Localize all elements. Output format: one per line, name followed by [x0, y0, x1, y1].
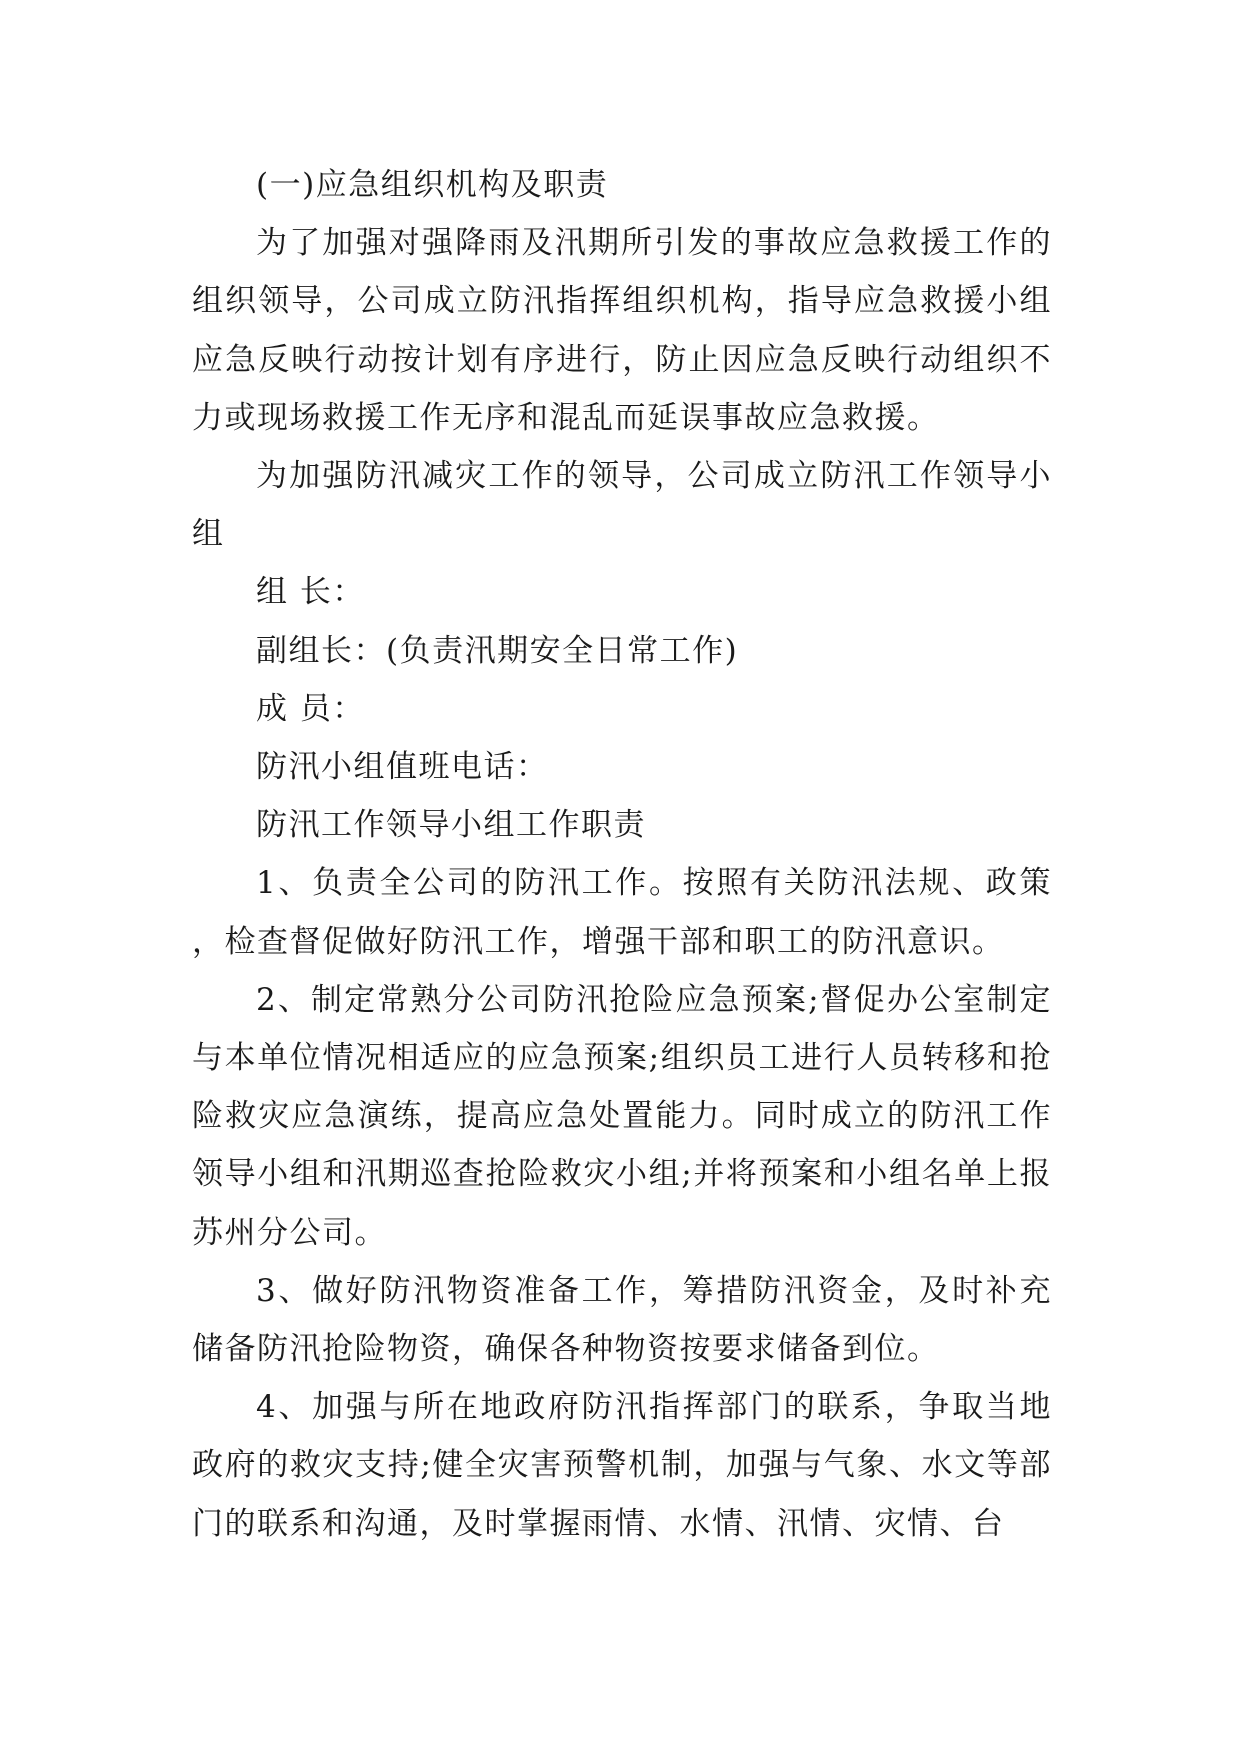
paragraph-purpose: 为了加强对强降雨及汛期所引发的事故应急救援工作的组织领导，公司成立防汛指挥组织机构，指导应急救援小组应急反映行动按计划有序进行，防止因应急反映行动组织不力或现场救援工作无序和混乱而延误事故应急救援。 — [192, 225, 1052, 436]
duty-item-2: 2、制定常熟分公司防汛抢险应急预案;督促办公室制定与本单位情况相适应的应急预案;组织员工进行人员转移和抢险救灾应急演练，提高应急处置能力。同时成立的防汛工作领导小组和汛期巡查抢险救灾小组;并将预案和小组名单上报苏州分公司。 — [192, 981, 1052, 1251]
section-heading: (一)应急组织机构及职责 — [256, 167, 609, 203]
group-leader-line: 组 长： — [256, 574, 365, 611]
duty-item-1: 1、负责全公司的防汛工作。按照有关防汛法规、政策，检查督促做好防汛工作，增强干部和职工的防汛意识。 — [192, 865, 1052, 960]
document-body — [192, 156, 1052, 1553]
members-line: 成 员： — [256, 690, 365, 727]
duty-item-4: 4、加强与所在地政府防汛指挥部门的联系，争取当地政府的救灾支持;健全灾害预警机制，加强与气象、水文等部门的联系和沟通，及时掌握雨情、水情、汛情、灾情、台 — [192, 1389, 1052, 1542]
duties-heading: 防汛工作领导小组工作职责 — [256, 807, 646, 844]
deputy-leader-line: 副组长：(负责汛期安全日常工作) — [256, 632, 739, 669]
paragraph-leading-group: 为加强防汛减灾工作的领导，公司成立防汛工作领导小组 — [192, 458, 1052, 553]
duty-item-3: 3、做好防汛物资准备工作，筹措防汛资金，及时补充储备防汛抢险物资，确保各种物资按要求储备到位。 — [192, 1272, 1052, 1368]
duty-phone-line: 防汛小组值班电话： — [256, 749, 549, 786]
